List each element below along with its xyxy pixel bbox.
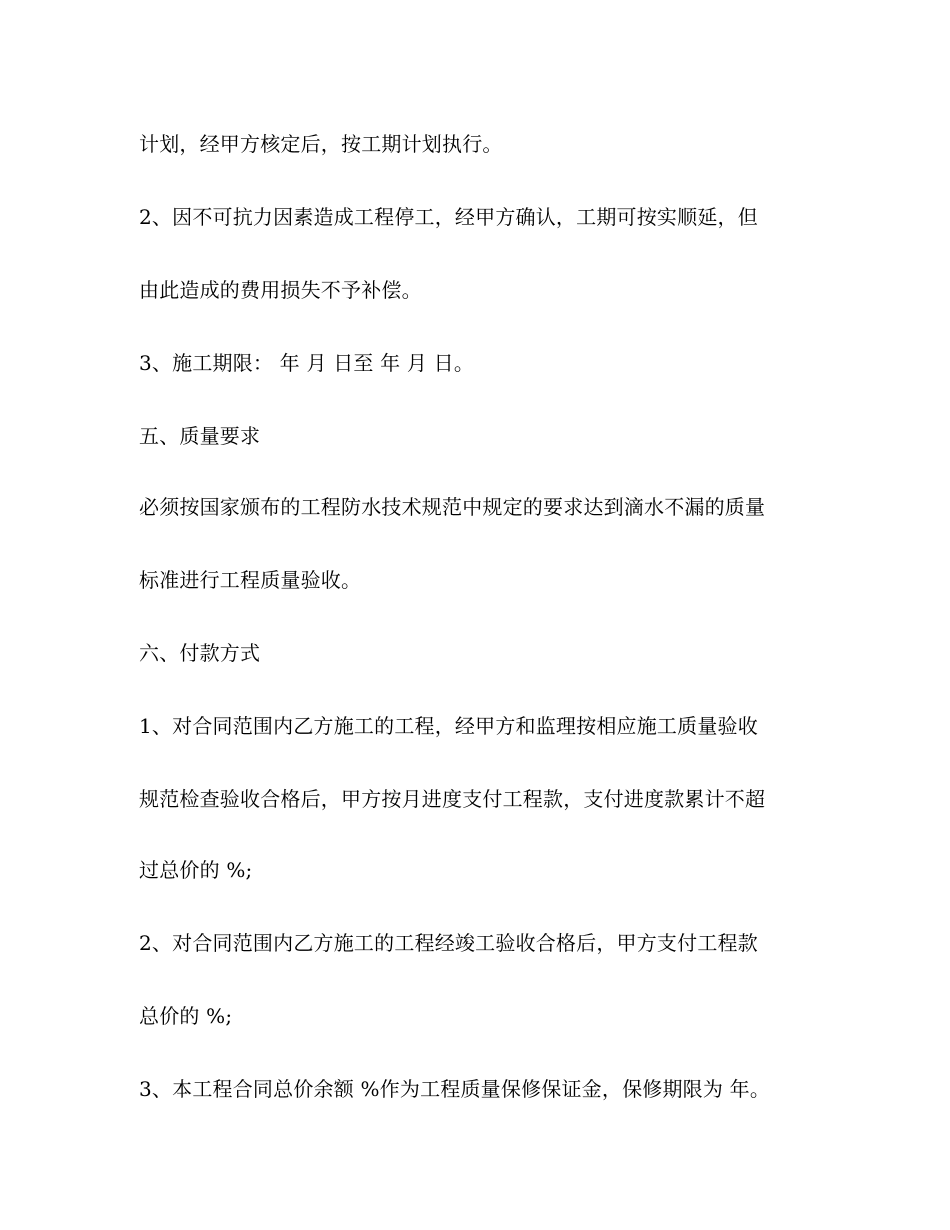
text-line: 2、因不可抗力因素造成工程停工，经甲方确认，工期可按实顺延，但 xyxy=(139,205,758,229)
text-line: 总价的 %; xyxy=(139,1004,233,1028)
text-line: 过总价的 %; xyxy=(139,858,253,882)
text-line: 必须按国家颁布的工程防水技术规范中规定的要求达到滴水不漏的质量 xyxy=(139,495,766,519)
text-line: 3、本工程合同总价余额 %作为工程质量保修保证金，保修期限为 年。 xyxy=(139,1077,771,1101)
text-line: 计划，经甲方核定后，按工期计划执行。 xyxy=(139,132,503,156)
text-line: 由此造成的费用损失不予补偿。 xyxy=(139,278,422,302)
text-line: 标准进行工程质量验收。 xyxy=(139,568,362,592)
section-heading: 五、质量要求 xyxy=(139,424,261,448)
text-line: 规范检查验收合格后，甲方按月进度支付工程款，支付进度款累计不超 xyxy=(139,787,766,811)
text-line: 2、对合同范围内乙方施工的工程经竣工验收合格后，甲方支付工程款 xyxy=(139,931,758,955)
section-heading: 六、付款方式 xyxy=(139,641,261,665)
text-line: 3、施工期限： 年 月 日至 年 月 日。 xyxy=(139,351,475,375)
text-line: 1、对合同范围内乙方施工的工程，经甲方和监理按相应施工质量验收 xyxy=(139,714,758,738)
